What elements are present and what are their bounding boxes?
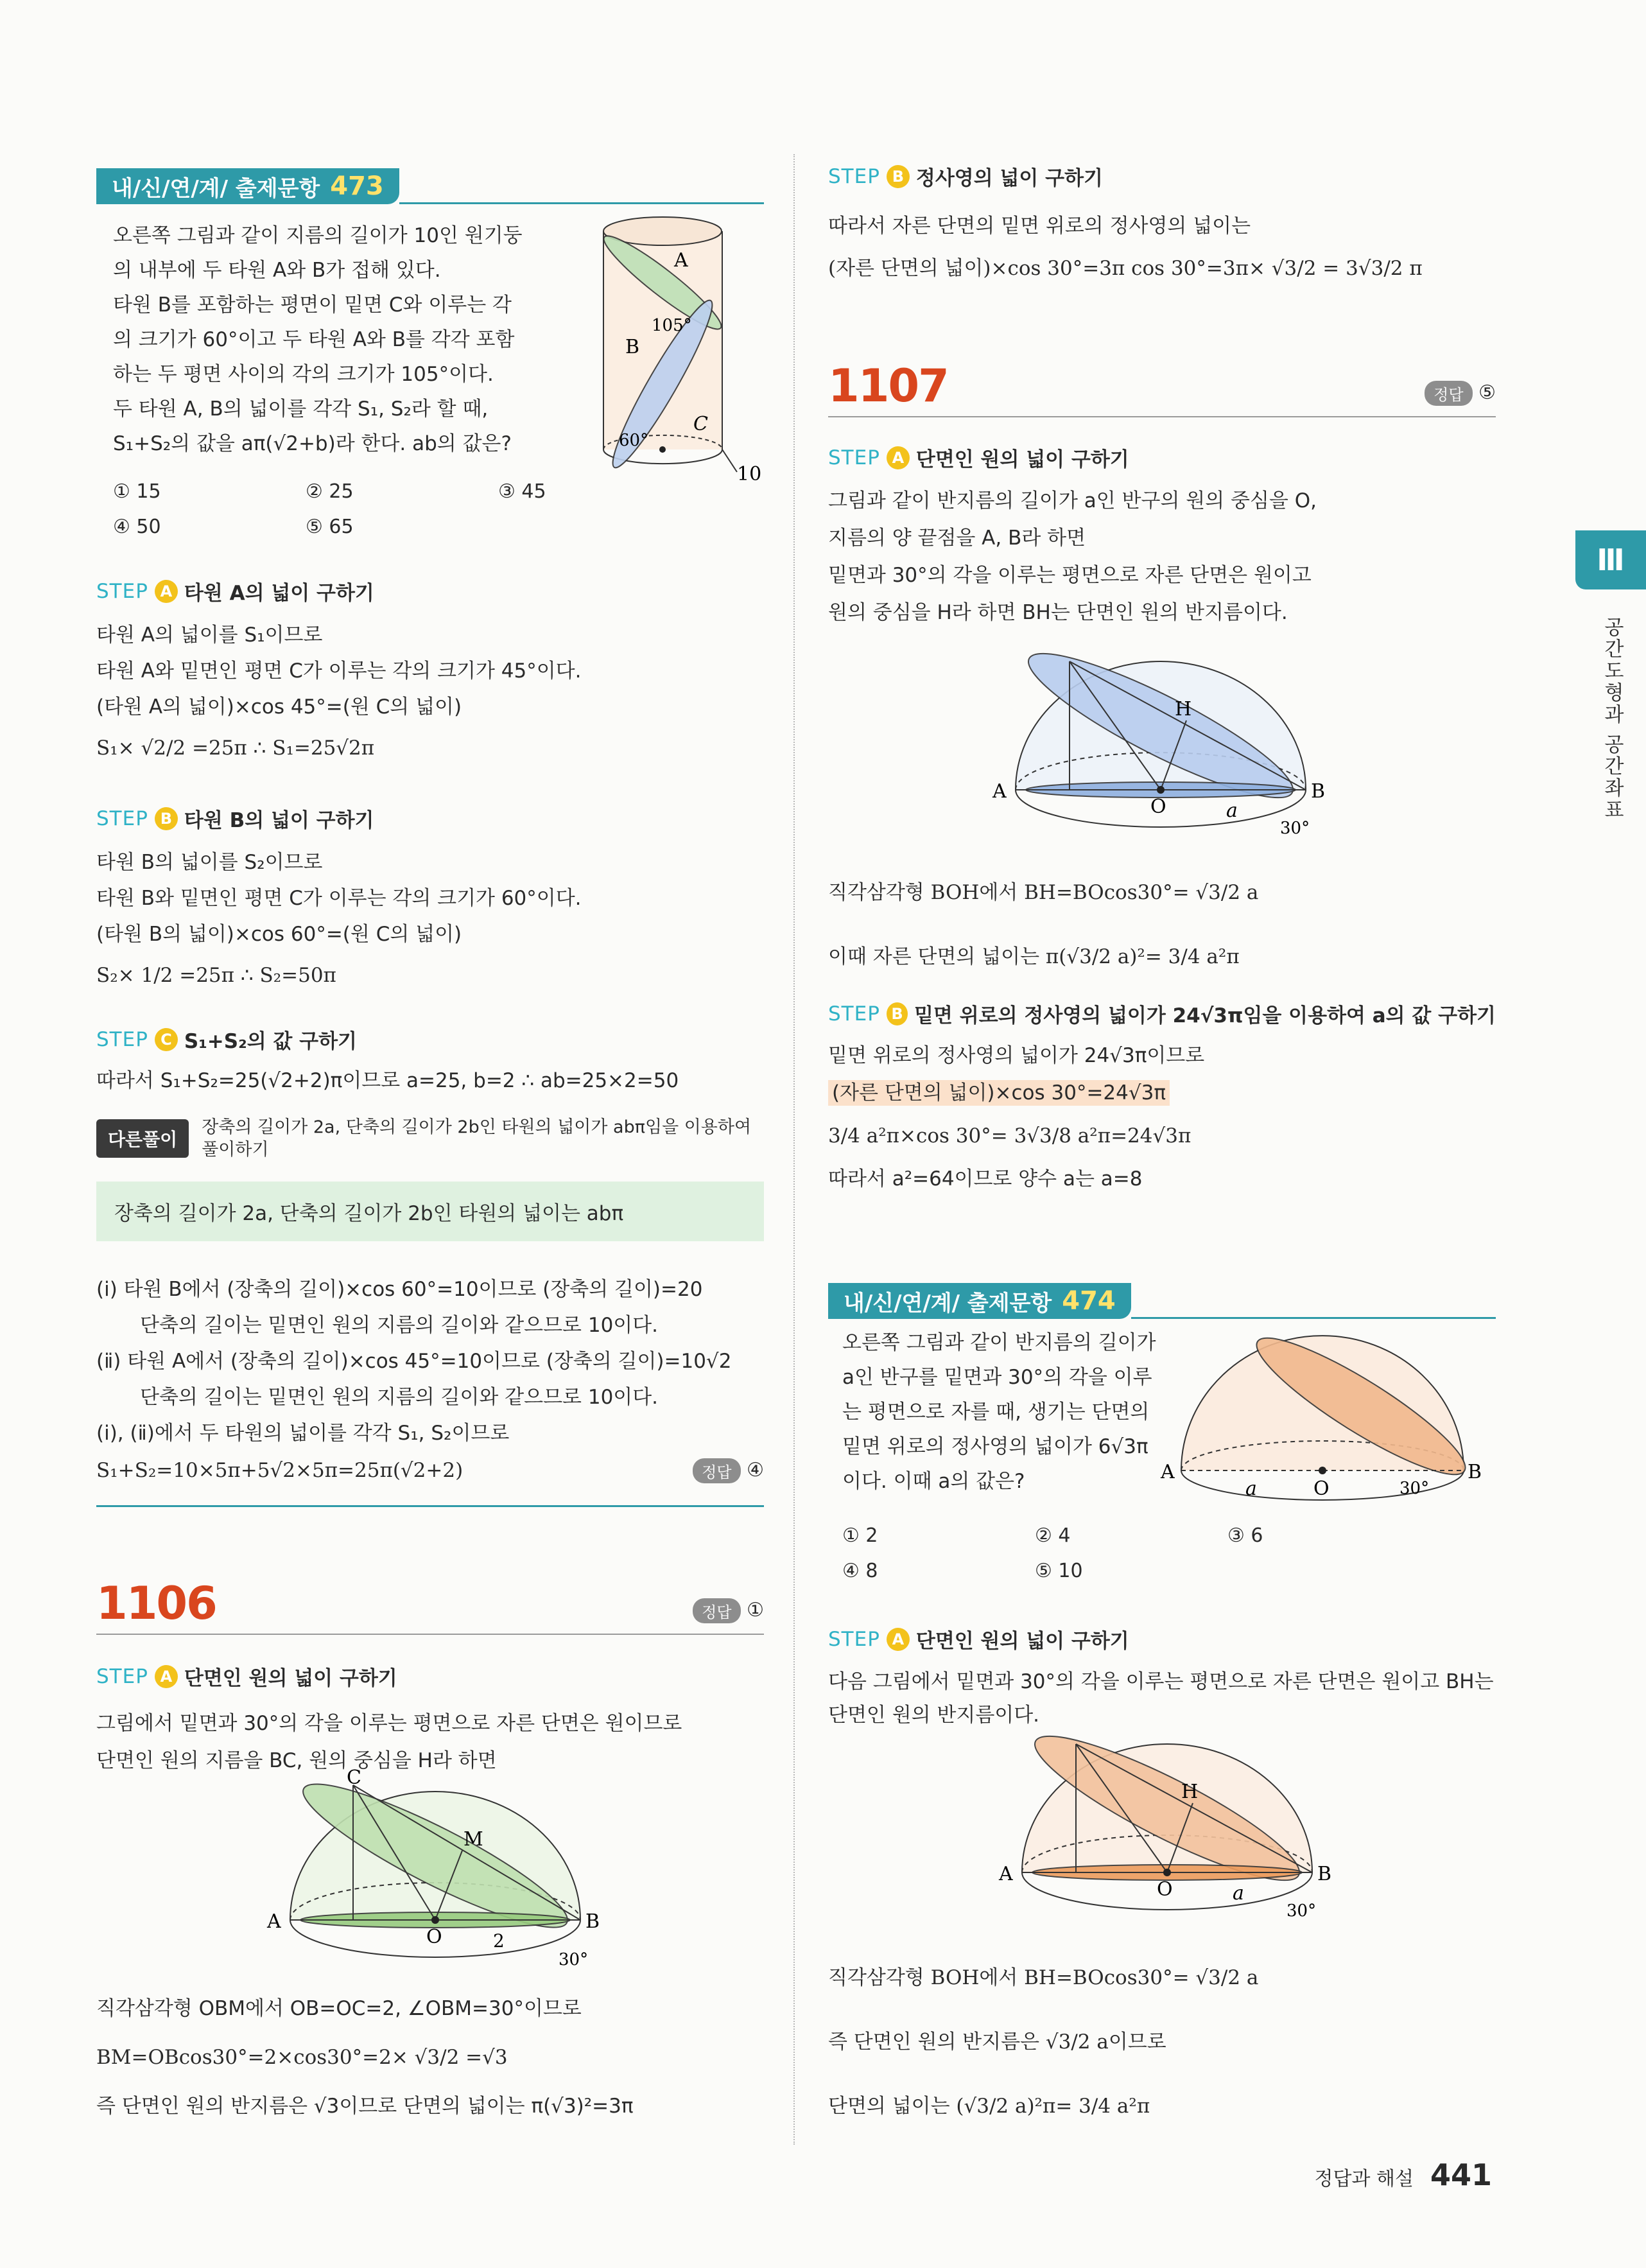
- problem-rule: [96, 1634, 764, 1635]
- solution-1107-step-a: [828, 443, 1496, 631]
- label-b: B: [1311, 780, 1326, 803]
- label-a-lower: a: [1233, 1882, 1244, 1905]
- label-b: B: [585, 1910, 600, 1933]
- label-30: 30°: [559, 1950, 589, 1969]
- label-30: 30°: [1280, 819, 1310, 838]
- alternative-solution-row: [96, 1116, 764, 1161]
- problem-line: 두 타원 A, B의 넓이를 각각 S₁, S₂라 할 때,: [113, 397, 489, 421]
- chapter-tab: Ⅲ: [1575, 530, 1646, 589]
- solution-line: (타원 B의 넓이)×cos 60°=(원 C의 넓이): [96, 923, 462, 946]
- problem-line: 타원 B를 포함하는 평면이 밑면 C와 이루는 각: [113, 293, 512, 317]
- solution-line: 지름의 양 끝점을 A, B라 하면: [828, 527, 1086, 550]
- label-a-lower: a: [1245, 1478, 1257, 1500]
- header-label: 내/신/연/계/ 출제문항: [844, 1290, 1052, 1316]
- solution-474-body: [828, 1946, 1496, 2138]
- problem-line: 하는 두 평면 사이의 각의 크기가 105°이다.: [113, 363, 494, 386]
- solution-line: 단면인 원의 반지름이다.: [828, 1704, 1040, 1727]
- step-heading: STEP A 타원 A의 넓이 구하기: [96, 577, 764, 606]
- label-b: B: [625, 336, 640, 358]
- label-a-lower: a: [1226, 799, 1238, 822]
- step-title: 단면인 원의 넓이 구하기: [915, 1630, 1129, 1653]
- problem-line: S₁+S₂의 값을 aπ(√2+b)라 한다. ab의 값은?: [113, 432, 512, 455]
- problem-rule: [828, 416, 1496, 417]
- header-rule: [1131, 1317, 1496, 1319]
- problem-line: 밑면 위로의 정사영의 넓이가 6√3π: [842, 1435, 1148, 1458]
- choice-4: ④ 50: [113, 516, 161, 538]
- label-60: 60°: [619, 431, 649, 450]
- solution-line: 직각삼각형 OBM에서 OB=OC=2, ∠OBM=30°이므로: [96, 1997, 582, 2020]
- solution-line: 타원 A의 넓이를 S₁이므로: [96, 624, 323, 647]
- problem-line: 는 평면으로 자를 때, 생기는 단면의: [842, 1400, 1150, 1424]
- solution-line: 직각삼각형 BOH에서 BH=BOcos30°= √3/2 a: [828, 881, 1259, 904]
- hemisphere-figure-1106: [257, 1766, 616, 1971]
- solution-line: 그림에서 밑면과 30°의 각을 이루는 평면으로 자른 단면은 원이므로: [96, 1712, 682, 1735]
- solution-line: 3/4 a²π×cos 30°= 3√3/8 a²π=24√3π: [828, 1124, 1191, 1147]
- problem-line: 의 크기가 60°이고 두 타원 A와 B를 각각 포함: [113, 328, 515, 351]
- label-h: H: [1181, 1781, 1199, 1803]
- label-h: H: [1175, 698, 1192, 720]
- hemisphere-figure-1107: [982, 655, 1342, 848]
- label-a: A: [1161, 1461, 1175, 1483]
- choice-3: ③ 6: [1227, 1524, 1263, 1547]
- solution-line: 원의 중심을 H라 하면 BH는 단면인 원의 반지름이다.: [828, 601, 1288, 624]
- solution-line: S₁× √2/2 =25π ∴ S₁=25√2π: [96, 737, 375, 760]
- step-title: 밑면 위로의 정사영의 넓이가 24√3π임을 이용하여 a의 값 구하기: [914, 1004, 1496, 1027]
- hemisphere-figure-474: [1156, 1323, 1489, 1503]
- solution-line: 단면의 넓이는 (√3/2 a)²π= 3/4 a²π: [828, 2095, 1150, 2118]
- alt-line: (ⅰ), (ⅱ)에서 두 타원의 넓이를 각각 S₁, S₂이므로: [96, 1422, 510, 1445]
- answer-mark: ①: [747, 1599, 764, 1621]
- problem-header-badge: [96, 168, 399, 204]
- solution-line: S₂× 1/2 =25π ∴ S₂=50π: [96, 964, 336, 987]
- solution-line: 그림과 같이 반지름의 길이가 a인 반구의 원의 중심을 O,: [828, 489, 1317, 512]
- solution-line: 즉 단면인 원의 반지름은 √3이므로 단면의 넓이는 π(√3)²=3π: [96, 2095, 634, 2118]
- answer-mark: ⑤: [1478, 381, 1496, 404]
- solution-line: 직각삼각형 BOH에서 BH=BOcos30°= √3/2 a: [828, 1966, 1259, 1989]
- label-a: A: [992, 780, 1007, 803]
- problem-474-choices: [842, 1524, 1420, 1582]
- choice-5: ⑤ 65: [306, 516, 354, 538]
- solution-line: 밑면과 30°의 각을 이루는 평면으로 자른 단면은 원이고: [828, 564, 1312, 587]
- answer-pill: 정답: [693, 1598, 740, 1623]
- label-b: B: [1317, 1863, 1332, 1885]
- label-o: O: [426, 1926, 442, 1948]
- section-divider: [96, 1505, 764, 1507]
- step-heading: STEP B 타원 B의 넓이 구하기: [96, 804, 764, 833]
- problem-474-header: [828, 1283, 1496, 1319]
- solution-line: 즉 단면인 원의 반지름은 √3/2 a이므로: [828, 2030, 1166, 2054]
- label-105: 105°: [652, 316, 692, 335]
- answer-pill: 정답: [1425, 381, 1472, 406]
- choice-5: ⑤ 10: [1035, 1560, 1083, 1582]
- footer-label: 정답과 해설: [1314, 2168, 1414, 2190]
- solution-line: 타원 B와 밑면인 평면 C가 이루는 각의 크기가 60°이다.: [96, 887, 582, 910]
- answer-1106: [693, 1598, 764, 1623]
- formula-text: 장축의 길이가 2a, 단축의 길이가 2b인 타원의 넓이는 abπ: [114, 1202, 624, 1225]
- solution-1106-body: [96, 1984, 764, 2131]
- solution-1107-step-b: [828, 999, 1496, 1198]
- problem-473-header: [96, 168, 764, 204]
- answer-mark: ④: [747, 1458, 764, 1481]
- problem-header-badge: [828, 1283, 1131, 1319]
- label-10: 10: [737, 463, 762, 485]
- solution-473-step-b-projection: [828, 162, 1496, 290]
- step-title: 타원 B의 넓이 구하기: [184, 809, 374, 832]
- problem-473-choices: [113, 480, 691, 538]
- solution-line: 따라서 S₁+S₂=25(√2+2)π이므로 a=25, b=2 ∴ ab=25×2=50: [96, 1069, 679, 1092]
- label-a: A: [674, 249, 688, 272]
- solution-line: BM=OBcos30°=2×cos30°=2× √3/2 =√3: [96, 2046, 508, 2069]
- solution-line: (타원 A의 넓이)×cos 45°=(원 C의 넓이): [96, 695, 462, 719]
- chapter-title-vertical: 공간도형과 공간좌표: [1600, 616, 1624, 821]
- choice-3: ③ 45: [498, 480, 546, 503]
- answer-1107: [1425, 381, 1496, 406]
- choice-2: ② 25: [306, 480, 354, 503]
- page-number: 441: [1430, 2158, 1492, 2192]
- step-title: 단면인 원의 넓이 구하기: [915, 448, 1129, 471]
- hemisphere-figure-474-solution: [989, 1738, 1348, 1930]
- solution-line: 다음 그림에서 밑면과 30°의 각을 이루는 평면으로 자른 단면은 원이고 BH는: [828, 1670, 1494, 1693]
- step-title: 정사영의 넓이 구하기: [915, 167, 1104, 190]
- solution-line: 이때 자른 단면의 넓이는 π(√3/2 a)²= 3/4 a²π: [828, 945, 1240, 968]
- step-heading: STEP A 단면인 원의 넓이 구하기: [828, 1625, 1496, 1653]
- problem-number: 1106: [96, 1577, 216, 1630]
- choice-1: ① 15: [113, 480, 161, 503]
- solution-line: (자른 단면의 넓이)×cos 30°=3π cos 30°=3π× √3/2 = 3√3/2 π: [828, 257, 1423, 280]
- solution-line: 따라서 a²=64이므로 양수 a는 a=8: [828, 1167, 1143, 1191]
- label-a: A: [999, 1863, 1013, 1885]
- header-rule: [399, 202, 764, 204]
- step-heading: STEP B 정사영의 넓이 구하기: [828, 162, 1496, 191]
- label-c: C: [693, 413, 708, 435]
- alternative-desc: 장축의 길이가 2a, 단축의 길이가 2b인 타원의 넓이가 abπ임을 이용하여: [202, 1117, 752, 1137]
- alt-line: (ⅰ) 타원 B에서 (장축의 길이)×cos 60°=10이므로 (장축의 길이)=20: [96, 1278, 703, 1301]
- label-m: M: [463, 1828, 483, 1851]
- solution-474-step-a: [828, 1625, 1496, 1732]
- formula-box: [96, 1182, 764, 1241]
- alt-line: 단축의 길이는 밑면인 원의 지름의 길이와 같으므로 10이다.: [140, 1386, 659, 1409]
- problem-474-text: [842, 1325, 1176, 1499]
- problem-1106-header: [96, 1577, 764, 1635]
- solution-line: 단면인 원의 지름을 BC, 원의 중심을 H라 하면: [96, 1749, 497, 1772]
- problem-line: a인 반구를 밑면과 30°의 각을 이루: [842, 1366, 1152, 1389]
- step-heading: STEP A 단면인 원의 넓이 구하기: [96, 1662, 764, 1691]
- problem-line: 오른쪽 그림과 같이 지름의 길이가 10인 원기둥: [113, 224, 523, 247]
- step-title: 타원 A의 넓이 구하기: [184, 582, 374, 605]
- problem-473-text: [113, 218, 562, 461]
- problem-line: 오른쪽 그림과 같이 반지름의 길이가: [842, 1331, 1156, 1354]
- alt-line: S₁+S₂=10×5π+5√2×5π=25π(√2+2): [96, 1459, 463, 1482]
- problem-line: 이다. 이때 a의 값은?: [842, 1470, 1025, 1493]
- alternative-solution-body: [96, 1271, 764, 1490]
- choice-2: ② 4: [1035, 1524, 1071, 1547]
- step-heading: STEP C S₁+S₂의 값 구하기: [96, 1025, 764, 1054]
- label-30: 30°: [1399, 1479, 1430, 1498]
- label-b: B: [1468, 1461, 1482, 1483]
- solution-473-step-c: [96, 1025, 764, 1094]
- header-number: 474: [1062, 1286, 1116, 1316]
- header-label: 내/신/연/계/ 출제문항: [112, 175, 320, 202]
- step-heading: STEP B 밑면 위로의 정사영의 넓이가 24√3π임을 이용하여 a의 값 구하기: [828, 999, 1496, 1028]
- step-heading: STEP A 단면인 원의 넓이 구하기: [828, 443, 1496, 472]
- step-title: 단면인 원의 넓이 구하기: [184, 1667, 397, 1690]
- solution-line: 타원 B의 넓이를 S₂이므로: [96, 851, 323, 874]
- answer-473: [693, 1458, 764, 1483]
- label-o: O: [1157, 1878, 1173, 1901]
- label-30: 30°: [1286, 1901, 1317, 1921]
- problem-number: 1107: [828, 360, 948, 412]
- choice-4: ④ 8: [842, 1560, 878, 1582]
- choice-1: ① 2: [842, 1524, 878, 1547]
- label-c: C: [347, 1766, 361, 1789]
- label-2: 2: [493, 1930, 505, 1951]
- page-footer: [1315, 2158, 1492, 2192]
- column-divider: [793, 154, 795, 2145]
- label-a: A: [267, 1910, 281, 1933]
- problem-line: 의 내부에 두 타원 A와 B가 접해 있다.: [113, 259, 441, 282]
- alternative-solution-tag: 다른풀이: [96, 1119, 189, 1158]
- alt-line: (ⅱ) 타원 A에서 (장축의 길이)×cos 45°=10이므로 (장축의 길이)=10√2: [96, 1350, 732, 1373]
- cylinder-figure: [591, 212, 762, 488]
- solution-1107-body: [828, 860, 1496, 989]
- step-title: S₁+S₂의 값 구하기: [184, 1030, 358, 1053]
- solution-473-step-a: [96, 577, 764, 771]
- highlighted-equation: (자른 단면의 넓이)×cos 30°=24√3π: [828, 1080, 1170, 1106]
- header-number: 473: [330, 171, 384, 201]
- alt-line: 단축의 길이는 밑면인 원의 지름의 길이와 같으므로 10이다.: [140, 1314, 659, 1337]
- label-o: O: [1150, 796, 1166, 818]
- solution-line: 밑면 위로의 정사영의 넓이가 24√3π이므로: [828, 1044, 1205, 1067]
- label-o: O: [1313, 1478, 1330, 1500]
- alternative-desc: 풀이하기: [202, 1140, 269, 1160]
- solution-473-step-b: [96, 804, 764, 999]
- solution-1106-step-a: [96, 1662, 764, 1779]
- solution-line: 타원 A와 밑면인 평면 C가 이루는 각의 크기가 45°이다.: [96, 659, 582, 683]
- problem-1107-header: [828, 360, 1496, 417]
- solution-line: 따라서 자른 단면의 밑면 위로의 정사영의 넓이는: [828, 214, 1251, 238]
- answer-pill: 정답: [693, 1458, 740, 1483]
